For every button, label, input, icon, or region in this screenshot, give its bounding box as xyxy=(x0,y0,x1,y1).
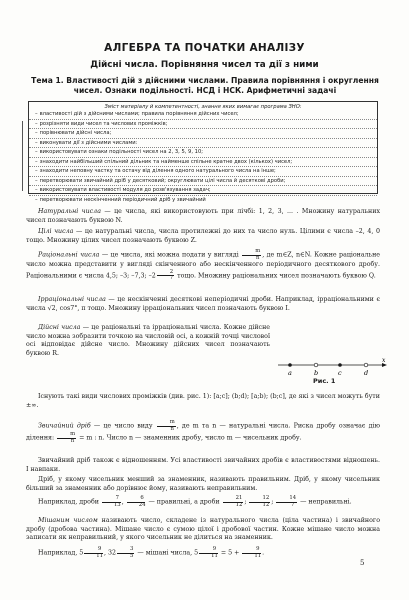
label-b: b xyxy=(314,369,319,377)
paragraph-intervals: Існують такі види числових проміжків (див. рис. 1): [a;c]; (b;d); [a;b); (b;c], де які з чисел можуть бути ±∞. xyxy=(26,393,380,409)
paragraph-example-fractions: Наприклад, дроби $\frac{7}{13}$ , $\frac{6}{24}$ — правильні, а дроби $\frac{21}{12}$ ; $\frac{12}{12}$ ; $\frac{14}{7}$ — неправильні. xyxy=(38,495,352,508)
text: — це раціональні та ірраціональні числа. Кожне дійсне число можна зобразити точкою на числовій осі, а кожній точці числової осі відповідає дійсне число. Множину дійсних чисел позначають буквою R. xyxy=(26,324,270,357)
denominator: n xyxy=(70,437,75,444)
numerator: 9 xyxy=(84,547,103,554)
figure-caption: Рис. 1 xyxy=(313,377,336,385)
text: = m : n. Число n — знаменник дробу, число m — чисельник дробу. xyxy=(77,434,302,442)
numerator: 12 xyxy=(249,496,270,503)
text: — мішані числа, 5 xyxy=(135,549,199,557)
denominator: 7 xyxy=(169,275,174,282)
requirements-box xyxy=(28,101,378,203)
requirement-item: – перетворювати нескінченний періодичний дріб у звичайний xyxy=(29,196,377,205)
requirements-title: Зміст матеріалу й компетентності, знання яких вимагає програма ЗНО: xyxy=(104,104,302,110)
numerator: 3 xyxy=(117,547,134,554)
denominator: n xyxy=(170,425,174,432)
numerator: 6 xyxy=(127,496,146,503)
requirement-item: – виконувати дії з дійсними числами: xyxy=(29,139,377,149)
point-a xyxy=(288,363,292,367)
fraction xyxy=(157,420,176,432)
subsection-heading: Дійсні числа. Порівняння чисел та дії з ними xyxy=(90,60,319,70)
page-number: 5 xyxy=(360,559,365,567)
paragraph-natural xyxy=(26,208,380,225)
text: , 32 xyxy=(104,549,117,557)
paragraph-fraction xyxy=(26,420,380,444)
fraction xyxy=(127,496,146,508)
list-bracket xyxy=(22,121,27,191)
term-irrational: Ірраціональні числа xyxy=(38,296,106,303)
denominator: 7 xyxy=(291,501,295,508)
text: — це натуральні числа, числа протилежні до них та число нуль. Цілими є числа –2, 4, 0 тощо. Множину цілих чисел позначають буквою Z. xyxy=(26,228,381,244)
fraction xyxy=(117,547,134,559)
requirement-item: – розрізняти види чисел та числових проміжків; xyxy=(29,120,377,130)
text: називають число, складене із натурального числа (ціла частина) і звичайного дробу (дробова частина). Мішане число є сумою цілої і дробової частин. Кожне мішане число можна записати як неправильний, у якого чисельник не ділиться на знаменник. xyxy=(26,517,380,542)
numerator: m xyxy=(242,249,261,256)
requirement-item: – порівнювати дійсні числа; xyxy=(29,129,377,139)
fraction xyxy=(242,249,261,261)
term-real: Дійсні числа xyxy=(38,324,81,331)
term-mixed: Мішаним числом xyxy=(38,517,98,524)
topic-heading: Тема 1. Властивості дій з дійсними числами. Правила порівняння і округлення чисел. Ознаки подільності. НСД і НСК. Арифметичні задачі xyxy=(31,76,379,95)
requirement-item: – використовувати ознаки подільності чисел на 2, 3, 5, 9, 10; xyxy=(29,148,377,158)
text: , де m∈Z, n∈N. Кожне раціональне число можна представити у вигляді скінченного або нескінченного періодичного десяткового дробу. Раціональними є числа 4,5; –3; –7,3; –2 xyxy=(26,251,380,280)
paragraph-mixed xyxy=(26,517,380,543)
denominator: 13 xyxy=(113,501,121,508)
paragraph-ratio: Звичайний дріб також є відношенням. Усі властивості звичайних дробів є властивостями відношень. І навпаки. xyxy=(26,457,380,473)
text: — правильні, а дроби xyxy=(146,498,222,506)
numerator: 7 xyxy=(102,496,121,503)
text: , де m та n — натуральні числа. Риска дробу означає дію ділення: xyxy=(26,422,381,442)
denominator: 11 xyxy=(211,552,218,559)
paragraph-real xyxy=(26,324,270,358)
fraction xyxy=(157,270,174,282)
numerator: 2 xyxy=(157,270,174,277)
denominator: 12 xyxy=(235,501,243,508)
fraction xyxy=(102,496,121,508)
section-heading: АЛГЕБРА ТА ПОЧАТКИ АНАЛІЗУ xyxy=(104,42,305,54)
text: — це числа, які використовують при лічбі: 1, 2, 3, ... . Множину натуральних чисел позначають буквою N. xyxy=(26,208,380,224)
point-c xyxy=(338,363,342,367)
paragraph-integer xyxy=(26,228,380,245)
denominator: 11 xyxy=(254,552,262,559)
numerator: 21 xyxy=(223,496,244,503)
requirement-item: – знаходити найбільший спільний дільник та найменше спільне кратне двох (кількох) чисел; xyxy=(29,158,377,168)
numerator: 9 xyxy=(199,547,218,554)
numerator: 9 xyxy=(242,547,261,554)
numerator: 14 xyxy=(276,496,297,503)
numerator: m xyxy=(157,420,176,427)
numerator: m xyxy=(57,432,76,439)
term-natural: Натуральні числа xyxy=(38,208,101,215)
text: — це число виду xyxy=(90,422,156,430)
fraction xyxy=(242,547,261,559)
denominator: 24 xyxy=(138,501,146,508)
label-x: x xyxy=(382,357,386,364)
denominator: n xyxy=(255,254,260,261)
fraction xyxy=(276,496,297,508)
requirement-item: – перетворювати звичайний дріб у десятковий; округлювати цілі числа й десяткові дроби; xyxy=(29,177,377,187)
text: Наприклад, 5 xyxy=(38,549,84,557)
denominator: 11 xyxy=(96,552,103,559)
term-integer: Цілі числа xyxy=(38,228,74,235)
label-a: a xyxy=(288,369,292,377)
text: Наприклад, дроби xyxy=(38,498,101,506)
denominator: 12 xyxy=(262,501,270,508)
fraction xyxy=(249,496,270,508)
paragraph-rational xyxy=(26,249,380,282)
point-d xyxy=(364,363,368,367)
fraction xyxy=(199,547,218,559)
denominator: 5 xyxy=(130,552,134,559)
label-d: d xyxy=(364,369,369,377)
label-c: c xyxy=(338,369,342,377)
paragraph-irrational xyxy=(26,296,380,313)
text: тощо. Множину раціональних чисел позначають буквою Q. xyxy=(175,272,376,280)
text: — це числа, які можна подати у вигляді xyxy=(99,251,242,259)
requirement-item: – знаходити неповну частку та остачу від ділення одного натурального числа на інше; xyxy=(29,167,377,177)
fraction xyxy=(57,432,76,444)
text: = 5 + xyxy=(218,549,242,557)
term-rational: Раціональні числа xyxy=(38,251,100,259)
point-b xyxy=(314,363,318,367)
fraction xyxy=(84,547,103,559)
text: — неправильні. xyxy=(298,498,352,506)
fraction xyxy=(223,496,244,508)
paragraph-example-mixed: Наприклад, 5 $\frac{9}{11}$ , 32 $\frac{3}{5}$ — мішані числа, 5 $\frac{9}{11}$ = 5 + $\frac{9}{11}$ . xyxy=(38,546,265,559)
term-fraction: Звичайний дріб xyxy=(38,422,91,430)
requirement-item: – властивості дій з дійсними числами; правила порівняння дійсних чисел; xyxy=(29,110,377,120)
text: — це нескінченні десяткові неперіодичні дроби. Наприклад, ірраціональними є числа √2, cos7°, π тощо. Множину ірраціональних чисел позначають буквою I. xyxy=(26,296,380,312)
paragraph-proper: Дріб, у якому чисельник менший за знаменник, називають правильним. Дріб, у якому чисельник більший за знаменник або дорівнює йому, називають неправильним. xyxy=(26,476,380,492)
requirement-item: – використовувати властивості модуля до розв'язування задач; xyxy=(29,186,377,196)
